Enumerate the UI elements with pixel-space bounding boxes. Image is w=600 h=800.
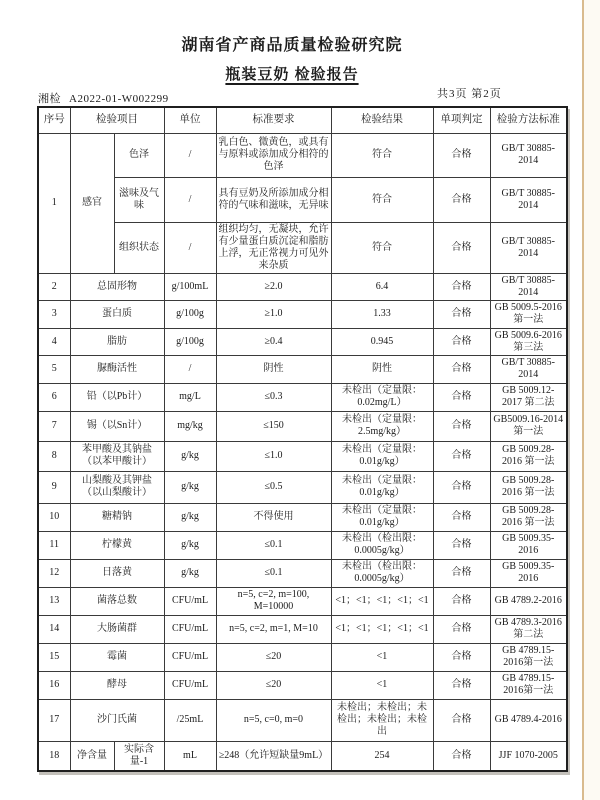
table-header-row	[38, 107, 567, 133]
cell-judgment: 合格	[433, 559, 490, 587]
cell-judgment: 合格	[433, 177, 490, 222]
cell-no: 3	[38, 300, 70, 328]
institute-title: 湖南省产商品质量检验研究院	[181, 37, 403, 54]
cell-method: GB 5009.28-2016 第一法	[490, 471, 567, 503]
cell-method: GB 5009.12-2017 第二法	[490, 383, 567, 411]
cell-result: 1.33	[331, 300, 433, 328]
cell-result: 未检出（定量限：2.5mg/kg）	[331, 411, 433, 441]
cell-no: 1	[38, 133, 70, 273]
cell-unit: g/kg	[164, 471, 216, 503]
cell-result: 未检出（定量限：0.01g/kg）	[331, 441, 433, 471]
cell-standard: ≤0.5	[216, 471, 331, 503]
cell-no: 9	[38, 471, 70, 503]
cell-method: GB 5009.28-2016 第一法	[490, 441, 567, 471]
cell-judgment: 合格	[433, 222, 490, 273]
table-row	[38, 383, 567, 411]
cell-standard: ≤1.0	[216, 441, 331, 471]
report-number-value: A2022-01-W002299	[69, 93, 169, 105]
cell-method: JJF 1070-2005	[490, 741, 567, 771]
cell-result: 未检出（定量限：0.01g/kg）	[331, 503, 433, 531]
cell-result: <1	[331, 643, 433, 671]
cell-method: GB 4789.15-2016第一法	[490, 671, 567, 699]
cell-judgment: 合格	[433, 531, 490, 559]
cell-standard: 不得使用	[216, 503, 331, 531]
cell-judgment: 合格	[433, 671, 490, 699]
cell-unit: /	[164, 355, 216, 383]
cell-result: 符合	[331, 177, 433, 222]
cell-no: 7	[38, 411, 70, 441]
cell-standard: ≤20	[216, 643, 331, 671]
report-number	[38, 90, 169, 106]
report-number-label: 湘检	[38, 93, 61, 105]
cell-standard: ≥2.0	[216, 273, 331, 300]
cell-standard: n=5, c=2, m=100, M=10000	[216, 587, 331, 615]
cell-result: 符合	[331, 222, 433, 273]
cell-standard: n=5, c=2, m=1, M=10	[216, 615, 331, 643]
cell-judgment: 合格	[433, 741, 490, 771]
cell-unit: g/kg	[164, 531, 216, 559]
cell-item: 柠檬黄	[70, 531, 164, 559]
cell-judgment: 合格	[433, 355, 490, 383]
cell-item: 糖精钠	[70, 503, 164, 531]
cell-item: 铅（以Pb计）	[70, 383, 164, 411]
cell-no: 14	[38, 615, 70, 643]
cell-judgment: 合格	[433, 503, 490, 531]
table-row	[38, 503, 567, 531]
cell-standard: n=5, c=0, m=0	[216, 699, 331, 741]
table-row	[38, 471, 567, 503]
cell-result: 符合	[331, 133, 433, 177]
header-unit: 单位	[164, 107, 216, 133]
report-title: 瓶装豆奶 检验报告	[225, 66, 359, 83]
cell-method: GB 5009.35-2016	[490, 531, 567, 559]
cell-no: 8	[38, 441, 70, 471]
cell-judgment: 合格	[433, 587, 490, 615]
cell-item: 沙门氏菌	[70, 699, 164, 741]
cell-method: GB 4789.4-2016	[490, 699, 567, 741]
cell-unit: mL	[164, 741, 216, 771]
cell-standard: ≤0.1	[216, 559, 331, 587]
cell-method: GB/T 30885-2014	[490, 177, 567, 222]
cell-unit: g/100g	[164, 300, 216, 328]
cell-no: 11	[38, 531, 70, 559]
table-row	[38, 222, 567, 273]
table-row	[38, 441, 567, 471]
cell-unit: g/kg	[164, 559, 216, 587]
table-row	[38, 587, 567, 615]
cell-judgment: 合格	[433, 300, 490, 328]
cell-unit: CFU/mL	[164, 671, 216, 699]
cell-result: <1；<1；<1；<1；<1	[331, 615, 433, 643]
cell-result: 未检出（检出限：0.0005g/kg）	[331, 559, 433, 587]
cell-method: GB/T 30885-2014	[490, 222, 567, 273]
cell-no: 16	[38, 671, 70, 699]
cell-unit: g/100mL	[164, 273, 216, 300]
cell-item: 总固形物	[70, 273, 164, 300]
cell-no: 10	[38, 503, 70, 531]
table-row	[38, 699, 567, 741]
cell-unit: /25mL	[164, 699, 216, 741]
cell-judgment: 合格	[433, 411, 490, 441]
cell-judgment: 合格	[433, 643, 490, 671]
cell-result: 0.945	[331, 328, 433, 355]
cell-unit: mg/kg	[164, 411, 216, 441]
table-row	[38, 643, 567, 671]
cell-item: 锡（以Sn计）	[70, 411, 164, 441]
cell-unit: /	[164, 177, 216, 222]
header-method: 检验方法标准	[490, 107, 567, 133]
cell-unit: CFU/mL	[164, 615, 216, 643]
cell-result: 未检出（检出限：0.0005g/kg）	[331, 531, 433, 559]
cell-item: 酵母	[70, 671, 164, 699]
cell-judgment: 合格	[433, 328, 490, 355]
table-row	[38, 177, 567, 222]
table-row	[38, 133, 567, 177]
cell-standard: ≤20	[216, 671, 331, 699]
table-row	[38, 559, 567, 587]
cell-unit: mg/L	[164, 383, 216, 411]
cell-result: 6.4	[331, 273, 433, 300]
table-row	[38, 411, 567, 441]
cell-standard: ≤150	[216, 411, 331, 441]
cell-no: 4	[38, 328, 70, 355]
cell-no: 15	[38, 643, 70, 671]
cell-method: GB 4789.2-2016	[490, 587, 567, 615]
cell-no: 17	[38, 699, 70, 741]
cell-item-group: 感官	[70, 133, 114, 273]
cell-standard: ≥248（允许短缺量9mL）	[216, 741, 331, 771]
header-item: 检验项目	[70, 107, 164, 133]
cell-result: <1	[331, 671, 433, 699]
table-row	[38, 531, 567, 559]
page-edge-line	[582, 0, 584, 800]
cell-result: 阴性	[331, 355, 433, 383]
cell-no: 13	[38, 587, 70, 615]
cell-unit: /	[164, 133, 216, 177]
cell-item-sub: 实际含量-1	[114, 741, 164, 771]
cell-judgment: 合格	[433, 273, 490, 300]
cell-unit: g/100g	[164, 328, 216, 355]
table-row	[38, 273, 567, 300]
cell-no: 5	[38, 355, 70, 383]
header-judgment: 单项判定	[433, 107, 490, 133]
cell-method: GB 5009.6-2016第三法	[490, 328, 567, 355]
inspection-table	[37, 106, 568, 772]
cell-item: 菌落总数	[70, 587, 164, 615]
cell-method: GB/T 30885-2014	[490, 355, 567, 383]
table-row	[38, 355, 567, 383]
cell-method: GB 4789.3-2016第二法	[490, 615, 567, 643]
cell-item: 脂肪	[70, 328, 164, 355]
cell-item-group: 净含量	[70, 741, 114, 771]
cell-item: 霉菌	[70, 643, 164, 671]
scan-margin-strip	[584, 0, 600, 800]
page-indicator: 共3页 第2页	[437, 88, 502, 100]
cell-no: 18	[38, 741, 70, 771]
cell-unit: g/kg	[164, 503, 216, 531]
cell-result: 254	[331, 741, 433, 771]
cell-method: GB 4789.15-2016第一法	[490, 643, 567, 671]
cell-judgment: 合格	[433, 383, 490, 411]
table-row	[38, 671, 567, 699]
cell-standard: ≥1.0	[216, 300, 331, 328]
cell-judgment: 合格	[433, 471, 490, 503]
cell-result: 未检出（定量限：0.02mg/L）	[331, 383, 433, 411]
header-result: 检验结果	[331, 107, 433, 133]
cell-item-sub: 色泽	[114, 133, 164, 177]
cell-judgment: 合格	[433, 615, 490, 643]
cell-unit: /	[164, 222, 216, 273]
cell-item: 脲酶活性	[70, 355, 164, 383]
cell-method: GB/T 30885-2014	[490, 133, 567, 177]
cell-standard: ≤0.1	[216, 531, 331, 559]
cell-item: 蛋白质	[70, 300, 164, 328]
cell-standard: 阴性	[216, 355, 331, 383]
table-row	[38, 328, 567, 355]
cell-judgment: 合格	[433, 441, 490, 471]
cell-method: GB 5009.35-2016	[490, 559, 567, 587]
cell-method: GB5009.16-2014第一法	[490, 411, 567, 441]
cell-item: 大肠菌群	[70, 615, 164, 643]
cell-result: 未检出；未检出；未检出；未检出；未检出	[331, 699, 433, 741]
cell-method: GB 5009.5-2016第一法	[490, 300, 567, 328]
cell-unit: CFU/mL	[164, 643, 216, 671]
cell-no: 2	[38, 273, 70, 300]
header-standard: 标准要求	[216, 107, 331, 133]
cell-unit: CFU/mL	[164, 587, 216, 615]
cell-standard: 乳白色、微黄色，或具有与原料或添加成分相符的色泽	[216, 133, 331, 177]
table-row	[38, 741, 567, 771]
header-no: 序号	[38, 107, 70, 133]
cell-item: 山梨酸及其钾盐（以山梨酸计）	[70, 471, 164, 503]
cell-no: 6	[38, 383, 70, 411]
cell-no: 12	[38, 559, 70, 587]
cell-method: GB 5009.28-2016 第一法	[490, 503, 567, 531]
cell-standard: ≤0.3	[216, 383, 331, 411]
cell-item-sub: 滋味及气味	[114, 177, 164, 222]
table-row	[38, 300, 567, 328]
cell-standard: 组织均匀，无凝块，允许有少量蛋白质沉淀和脂肪上浮，无正常视力可见外来杂质	[216, 222, 331, 273]
table-row	[38, 615, 567, 643]
cell-item: 日落黄	[70, 559, 164, 587]
cell-unit: g/kg	[164, 441, 216, 471]
cell-result: <1；<1；<1；<1；<1	[331, 587, 433, 615]
cell-judgment: 合格	[433, 699, 490, 741]
cell-standard: ≥0.4	[216, 328, 331, 355]
cell-standard: 具有豆奶及所添加成分相符的气味和滋味，无异味	[216, 177, 331, 222]
cell-method: GB/T 30885-2014	[490, 273, 567, 300]
cell-item: 苯甲酸及其钠盐（以苯甲酸计）	[70, 441, 164, 471]
cell-result: 未检出（定量限：0.01g/kg）	[331, 471, 433, 503]
cell-item-sub: 组织状态	[114, 222, 164, 273]
cell-judgment: 合格	[433, 133, 490, 177]
